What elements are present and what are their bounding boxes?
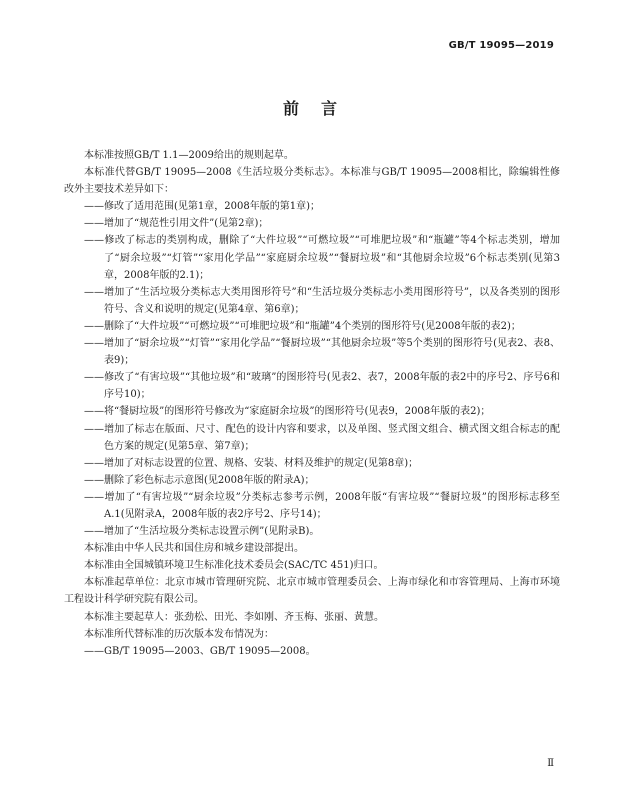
closing-paragraph: 本标准由全国城镇环境卫生标准化技术委员会(SAC/TC 451)归口。 [84, 560, 384, 572]
document-body [64, 147, 560, 660]
change-item: ——将“餐厨垃圾”的图形符号修改为“家庭厨余垃圾”的图形符号(见表9，2008年版的表2)； [84, 406, 491, 418]
change-item: ——增加了“规范性引用文件”(见第2章)； [84, 218, 269, 230]
change-item: ——增加了对标志设置的位置、规格、安装、材料及维护的规定(见第8章)； [84, 457, 419, 469]
closing-paragraph: 本标准主要起草人：张劲松、田光、李如刚、齐玉梅、张丽、黄慧。 [84, 611, 384, 623]
change-item: ——增加了标志在版面、尺寸、配色的设计内容和要求，以及单图、竖式图文组合、横式图文组合标志的配色方案的规定(见第5章、第7章)； [84, 423, 560, 452]
change-item: ——删除了彩色标志示意图(见2008年版的附录A)； [84, 474, 315, 486]
closing-paragraph: 本标准起草单位：北京市城市管理研究院、北京市城市管理委员会、上海市绿化和市容管理局、上海市环境工程设计科学研究院有限公司。 [64, 577, 560, 606]
change-item: ——增加了“厨余垃圾”“灯管”“家用化学品”“餐厨垃圾”“其他厨余垃圾”等5个类别的图形符号(见表2、表8、表9)； [84, 338, 560, 367]
intro-paragraph: 本标准按照GB/T 1.1—2009给出的规则起草。 [84, 150, 294, 161]
closing-paragraph: 本标准所代替标准的历次版本发布情况为： [84, 628, 274, 640]
closing-paragraph: 本标准由中华人民共和国住房和城乡建设部提出。 [84, 543, 304, 555]
change-item: ——增加了“生活垃圾分类标志设置示例”(见附录B)。 [84, 526, 320, 538]
change-item: ——增加了“生活垃圾分类标志大类用图形符号”和“生活垃圾分类标志小类用图形符号”，以及各类别的图形符号、含义和说明的规定(见第4章、第6章)； [84, 286, 560, 315]
page-title: 前言 [282, 99, 359, 118]
change-item: ——修改了适用范围(见第1章，2008年版的第1章)； [84, 201, 320, 213]
standard-number-header: GB/T 19095—2019 [448, 40, 554, 51]
intro-paragraph: 本标准代替GB/T 19095—2008《生活垃圾分类标志》。本标准与GB/T 19095—2008相比，除编辑性修改外主要技术差异如下： [64, 167, 560, 196]
change-item: ——删除了“大件垃圾”“可燃垃圾”“可堆肥垃圾”和“瓶罐”4个类别的图形符号(见2008年版的表2)； [84, 320, 521, 332]
page-number: Ⅱ [547, 758, 554, 769]
change-item: ——修改了“有害垃圾”“其他垃圾”和“玻璃”的图形符号(见表2、表7，2008年版的表2中的序号2、序号6和序号10)； [84, 372, 560, 401]
change-item: ——增加了“有害垃圾”“厨余垃圾”分类标志参考示例，2008年版“有害垃圾”“餐厨垃圾”的图形标志移至A.1(见附录A，2008年版的表2序号2、序号14)； [84, 491, 560, 520]
history-item: ——GB/T 19095—2003、GB/T 19095—2008。 [84, 645, 316, 657]
change-item: ——修改了标志的类别构成，删除了“大件垃圾”“可燃垃圾”“可堆肥垃圾”和“瓶罐”等4个标志类别，增加了“厨余垃圾”“灯管”“家用化学品”“家庭厨余垃圾”“餐厨垃圾”和“其他厨余垃圾”6个标志类别(见第3章，2008年版的2.1)； [84, 235, 560, 281]
